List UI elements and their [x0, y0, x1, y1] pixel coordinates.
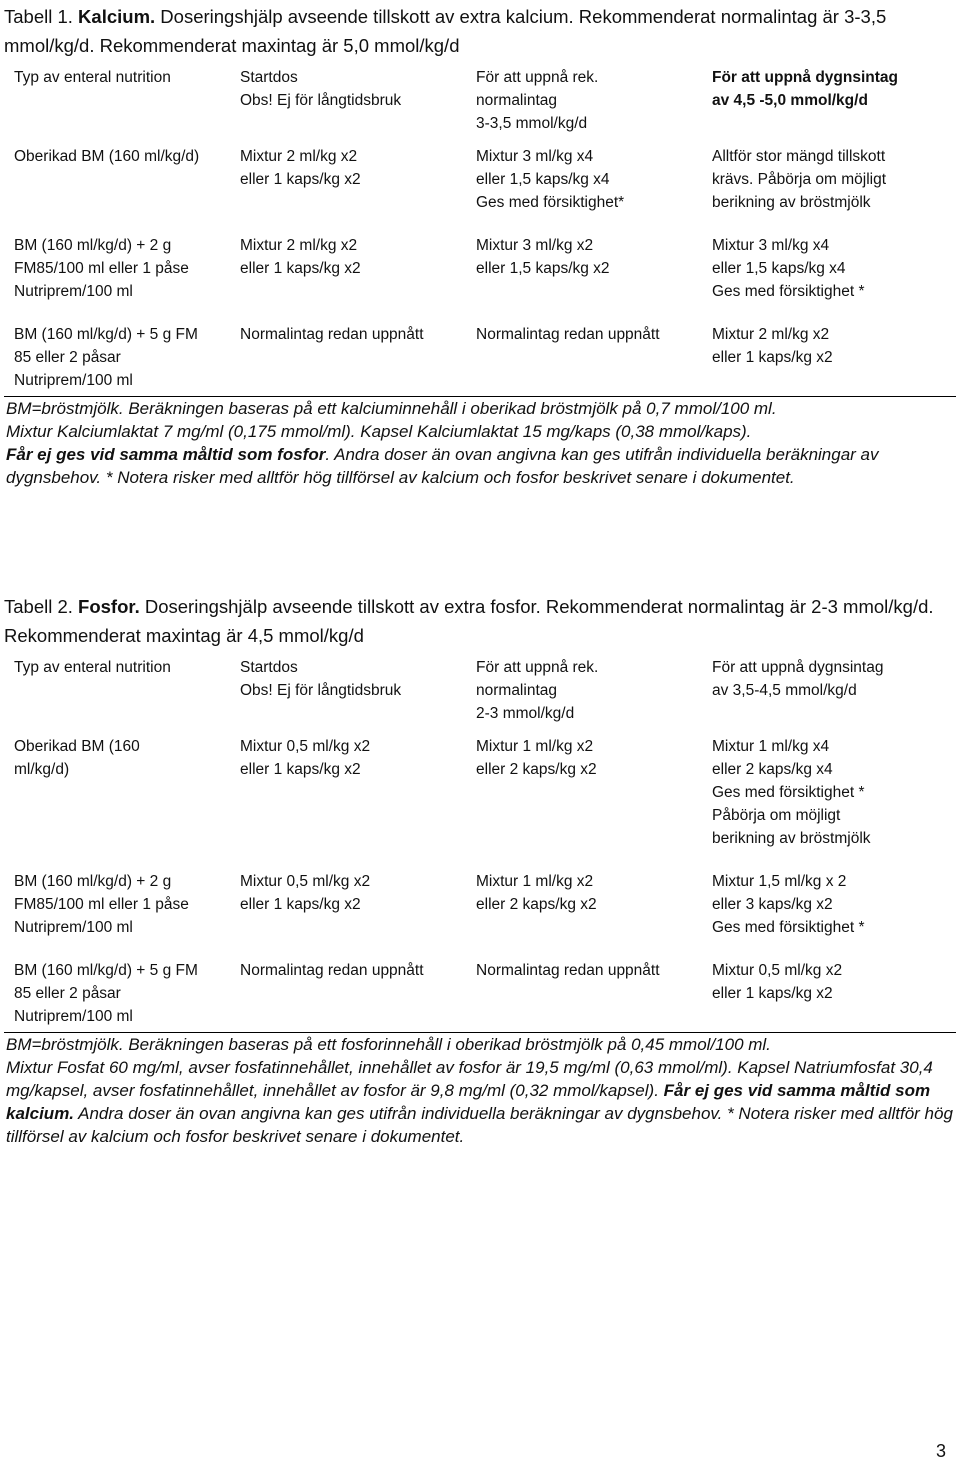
header-text: För att uppnå dygnsintag [712, 69, 898, 86]
cell-daily [702, 953, 956, 1033]
table-row [4, 228, 956, 317]
header-text: För att uppnå dygnsintag [712, 659, 884, 676]
cell-daily [702, 139, 956, 228]
cell-line: BM (160 ml/kg/d) + 5 g FM [14, 326, 198, 343]
cell-line: 85 eller 2 påsar [14, 349, 121, 366]
cell-line: Nutriprem/100 ml [14, 283, 133, 300]
header-text: För att uppnå rek. [476, 69, 599, 86]
cell-line: eller 3 kaps/kg x2 [712, 896, 833, 913]
cell-line: Mixtur 2 ml/kg x2 [240, 237, 358, 254]
cell-line: Mixtur 0,5 ml/kg x2 [240, 738, 371, 755]
table2 [4, 650, 956, 1033]
cell-line: eller 1 kaps/kg x2 [712, 985, 833, 1002]
page-number: 3 [935, 1441, 946, 1461]
cell-line: Påbörja om möjligt [712, 807, 841, 824]
header-text: av 3,5-4,5 mmol/kg/d [712, 682, 857, 699]
table2-header-type [4, 650, 230, 729]
table2-header-normal [466, 650, 702, 729]
cell-line: Ges med försiktighet* [476, 194, 625, 211]
cell-type [4, 139, 230, 228]
cell-line: Normalintag redan uppnått [240, 326, 424, 343]
table1-header-daily [702, 60, 956, 139]
cell-line: Mixtur 1 ml/kg x2 [476, 738, 594, 755]
cell-line: BM (160 ml/kg/d) + 5 g FM [14, 962, 198, 979]
cell-daily [702, 317, 956, 397]
table2-caption-bold: Fosfor. [78, 596, 140, 617]
cell-line: Oberikad BM (160 [14, 738, 140, 755]
cell-daily [702, 864, 956, 953]
table2-caption-rest: Doseringshjälp avseende tillskott av extra fosfor. Rekommenderat normalintag är 2-3 mmol/kg/d. Rekommenderat maxintag är 4,5 mmol/kg/d [4, 596, 934, 646]
table-row [4, 864, 956, 953]
header-text: 2-3 mmol/kg/d [476, 705, 575, 722]
table2-header-start [230, 650, 466, 729]
table1-header-type [4, 60, 230, 139]
cell-normal [466, 729, 702, 864]
cell-type [4, 953, 230, 1033]
cell-line: Mixtur 1,5 ml/kg x 2 [712, 873, 847, 890]
cell-daily [702, 729, 956, 864]
table1-header-normal [466, 60, 702, 139]
table1-caption-prefix: Tabell 1. [4, 6, 79, 27]
cell-line: Nutriprem/100 ml [14, 919, 133, 936]
cell-line: Normalintag redan uppnått [240, 962, 424, 979]
cell-line: Mixtur 1 ml/kg x2 [476, 873, 594, 890]
header-text: normalintag [476, 92, 557, 109]
cell-line: Ges med försiktighet * [712, 784, 865, 801]
cell-line: Normalintag redan uppnått [476, 962, 660, 979]
table-row [4, 729, 956, 864]
table1-note-line2 [6, 420, 956, 443]
cell-normal [466, 228, 702, 317]
cell-start [230, 864, 466, 953]
table1-header-start [230, 60, 466, 139]
table2-note [4, 1033, 956, 1148]
cell-line: Mixtur 3 ml/kg x4 [476, 148, 594, 165]
cell-daily [702, 228, 956, 317]
note-text: Andra doser än ovan angivna kan ges utifrån individuella beräkningar av dygnsbehov. * Notera risker med alltför hög tillförsel av kalcium och fosfor beskrivet senare i dokumentet. [6, 1104, 953, 1146]
header-text: Typ av enteral nutrition [14, 659, 171, 676]
cell-line: eller 1 kaps/kg x2 [240, 761, 361, 778]
cell-line: eller 1 kaps/kg x2 [240, 896, 361, 913]
cell-normal [466, 317, 702, 397]
table2-caption-prefix: Tabell 2. [4, 596, 79, 617]
note-text: Mixtur Fosfat 60 mg/ml, avser fosfatinnehållet, innehållet av fosfor är 19,5 mg/ml (0,63 mmol/ml). Kapsel Natriumfosfat 30,4 mg/kapsel, avser fosfatinnehållet, innehållet av fosfor är 9,8 mg/ml (0,32 mmol/kapsel). [6, 1058, 933, 1100]
cell-type [4, 729, 230, 864]
cell-start [230, 953, 466, 1033]
header-text: Typ av enteral nutrition [14, 69, 171, 86]
table1-header-row [4, 60, 956, 139]
header-text: För att uppnå rek. [476, 659, 599, 676]
cell-normal [466, 139, 702, 228]
note-text: Mixtur Kalciumlaktat 7 mg/ml (0,175 mmol/ml). Kapsel Kalciumlaktat 15 mg/kaps (0,38 mmol/kaps). [6, 422, 752, 441]
table2-header-daily [702, 650, 956, 729]
cell-line: berikning av bröstmjölk [712, 830, 871, 847]
cell-line: Oberikad BM (160 ml/kg/d) [14, 148, 200, 165]
cell-line: BM (160 ml/kg/d) + 2 g [14, 237, 172, 254]
cell-line: Nutriprem/100 ml [14, 372, 133, 389]
table-row [4, 953, 956, 1033]
cell-line: 85 eller 2 påsar [14, 985, 121, 1002]
cell-line: Mixtur 0,5 ml/kg x2 [712, 962, 843, 979]
cell-start [230, 317, 466, 397]
table2-note-body [6, 1056, 956, 1148]
document-page [4, 0, 956, 1148]
cell-line: eller 2 kaps/kg x2 [476, 896, 597, 913]
cell-normal [466, 864, 702, 953]
cell-normal [466, 953, 702, 1033]
table1 [4, 60, 956, 397]
cell-line: Mixtur 2 ml/kg x2 [240, 148, 358, 165]
cell-start [230, 228, 466, 317]
header-text: normalintag [476, 682, 557, 699]
cell-line: eller 2 kaps/kg x2 [476, 761, 597, 778]
cell-line: Mixtur 2 ml/kg x2 [712, 326, 830, 343]
cell-line: eller 1,5 kaps/kg x2 [476, 260, 610, 277]
cell-line: Mixtur 1 ml/kg x4 [712, 738, 830, 755]
table1-caption-bold: Kalcium. [78, 6, 156, 27]
cell-line: berikning av bröstmjölk [712, 194, 871, 211]
header-text: 3-3,5 mmol/kg/d [476, 115, 588, 132]
table1-note-line3 [6, 443, 956, 489]
table2-note-line1 [6, 1033, 956, 1056]
cell-line: Ges med försiktighet * [712, 283, 865, 300]
header-text: Startdos [240, 69, 298, 86]
table1-caption-rest: Doseringshjälp avseende tillskott av extra kalcium. Rekommenderat normalintag är 3-3,5 mmol/kg/d. Rekommenderat maxintag är 5,0 mmol/kg/d [4, 6, 887, 56]
table1-note-line1 [6, 397, 956, 420]
cell-line: Mixtur 3 ml/kg x4 [712, 237, 830, 254]
note-text: BM=bröstmjölk. Beräkningen baseras på ett fosforinnehåll i oberikad bröstmjölk på 0,45 mmol/100 ml. [6, 1035, 771, 1054]
table2-caption [4, 592, 956, 650]
header-text: Obs! Ej för långtidsbruk [240, 682, 402, 699]
cell-line: Ges med försiktighet * [712, 919, 865, 936]
cell-line: ml/kg/d) [14, 761, 70, 778]
note-text: BM=bröstmjölk. Beräkningen baseras på ett kalciuminnehåll i oberikad bröstmjölk på 0,7 mmol/100 ml. [6, 399, 777, 418]
cell-line: eller 1 kaps/kg x2 [712, 349, 833, 366]
cell-start [230, 139, 466, 228]
cell-line: eller 1,5 kaps/kg x4 [712, 260, 846, 277]
header-text: Obs! Ej för långtidsbruk [240, 92, 402, 109]
cell-line: BM (160 ml/kg/d) + 2 g [14, 873, 172, 890]
note-bold: Får ej ges vid samma måltid som fosfor [6, 445, 326, 464]
cell-type [4, 864, 230, 953]
cell-line: Alltför stor mängd tillskott [712, 148, 886, 165]
header-text: Startdos [240, 659, 298, 676]
cell-line: Mixtur 3 ml/kg x2 [476, 237, 594, 254]
cell-type [4, 228, 230, 317]
cell-line: Nutriprem/100 ml [14, 1008, 133, 1025]
table-row [4, 139, 956, 228]
cell-type [4, 317, 230, 397]
cell-line: eller 1 kaps/kg x2 [240, 260, 361, 277]
cell-line: Mixtur 0,5 ml/kg x2 [240, 873, 371, 890]
cell-line: eller 2 kaps/kg x4 [712, 761, 833, 778]
cell-line: FM85/100 ml eller 1 påse [14, 260, 189, 277]
table2-header-row [4, 650, 956, 729]
header-text: av 4,5 -5,0 mmol/kg/d [712, 92, 868, 109]
table1-caption [4, 2, 956, 60]
cell-line: eller 1,5 kaps/kg x4 [476, 171, 610, 188]
cell-line: krävs. Påbörja om möjligt [712, 171, 887, 188]
table1-note [4, 397, 956, 489]
table-row [4, 317, 956, 397]
cell-line: eller 1 kaps/kg x2 [240, 171, 361, 188]
note-text: . Andra doser än ovan angivna kan ges utifrån individuella beräkningar av dygnsbehov. * Notera risker med alltför hög tillförsel av kalcium och fosfor beskrivet senare i dokumentet. [6, 445, 879, 487]
cell-start [230, 729, 466, 864]
note-bold: Får ej ges vid samma måltid som kalcium. [6, 1081, 931, 1123]
cell-line: FM85/100 ml eller 1 påse [14, 896, 189, 913]
cell-line: Normalintag redan uppnått [476, 326, 660, 343]
